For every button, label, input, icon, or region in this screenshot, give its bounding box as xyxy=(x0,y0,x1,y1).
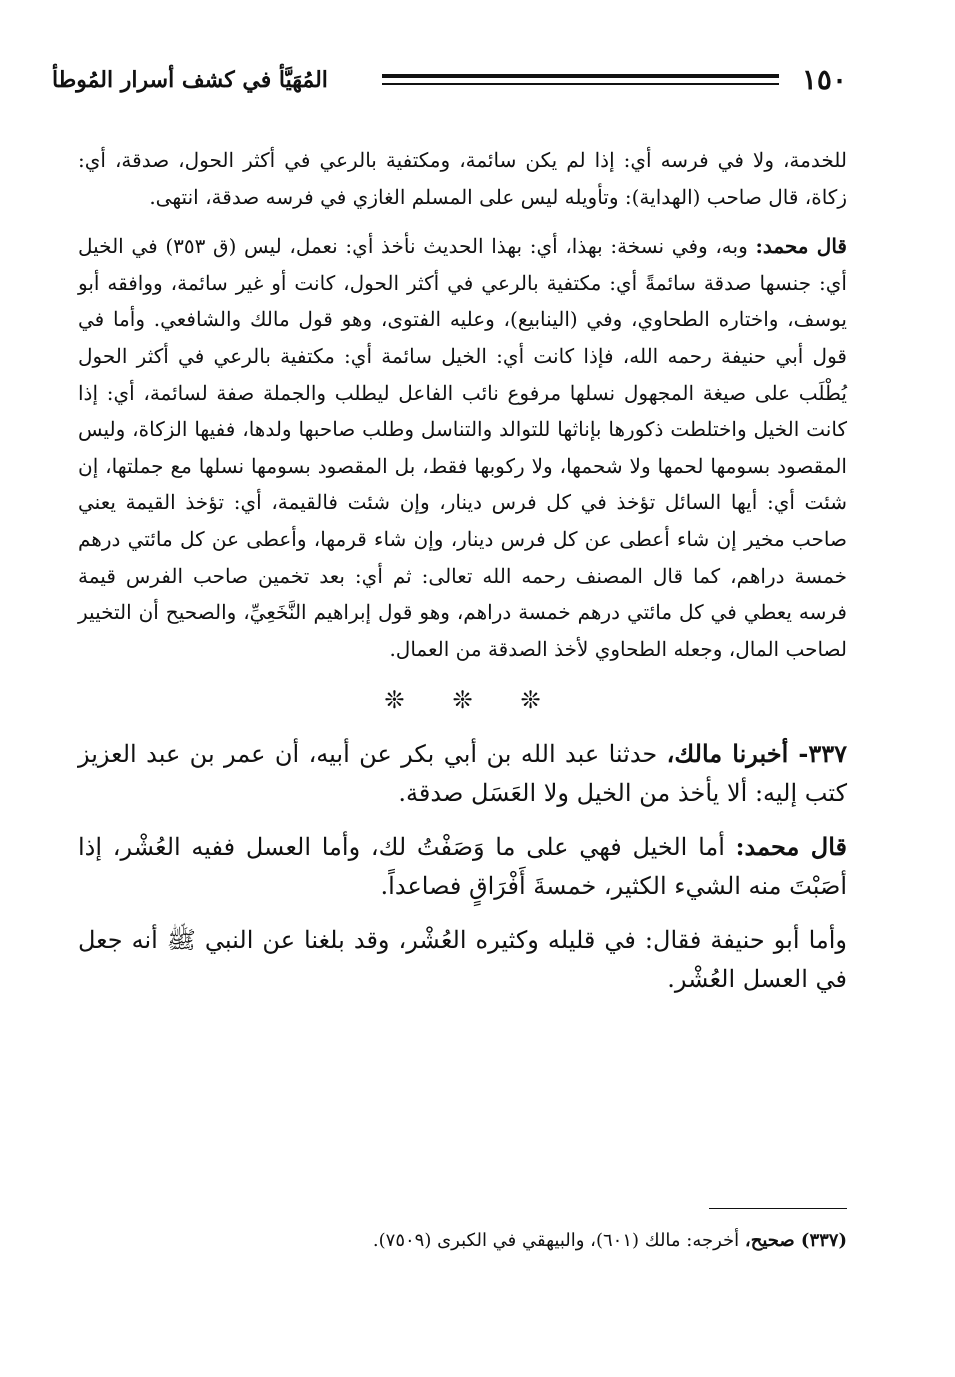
paragraph-body: أما الخيل فهي على ما وَصَفْتُ لك، وأما العسل ففيه العُشْر، إذا أصَبْتَ منه الشيء الكثير، خمسةَ أَفْرَاقٍ فصاعداً. xyxy=(78,833,847,900)
footnote xyxy=(78,1226,847,1256)
paragraph-lead: قال محمد: xyxy=(755,234,847,259)
page-number: ١٥٠ xyxy=(801,63,847,96)
paragraph-lead: قال محمد: xyxy=(735,832,847,862)
footnote-divider xyxy=(709,1208,847,1209)
hadith-paragraph xyxy=(78,735,847,812)
running-header xyxy=(52,60,847,104)
section-separator xyxy=(78,685,847,715)
separator-star-icon: ❊ xyxy=(452,686,473,715)
paragraph-commentary-1: للخدمة، ولا في فرسه أي: إذا لم يكن سائمة، ومكتفية بالرعي في أكثر الحول، صدقة، أي: زكاة، قال صاحب (الهداية): وتأويله ليس على المسلم الغازي في فرسه صدقة، انتهى. xyxy=(78,148,847,209)
muhammad-statement-paragraph xyxy=(78,828,847,905)
paragraph-commentary-2 xyxy=(78,228,847,667)
paragraph-body: وبه، وفي نسخة: بهذا، أي: بهذا الحديث نأخذ أي: نعمل، ليس (ق ٣٥٣) في الخيل أي: جنسها صدقة سائمةً أي: مكتفية بالرعي في أكثر الحول، كانت أو غير سائمة، ووافقه أبو يوسف، واختاره الطحاوي، وفي (الينابيع)، وعليه الفتوى، وهو قول مالك والشافعي. وأما في قول أبي حنيفة رحمه الله، فإذا كانت أي: الخيل سائمة أي: مكتفية بالرعي في أكثر الحول يُطْلَب على صيغة المجهول نسلها مرفوع نائب الفاعل ليطلب والجملة صفة لسائمة، أي: إذا كانت الخيل واختلطت ذكورها بإناثها للتوالد والتناسل وطلب صاحبها ولدها، ففيها الزكاة، وليس المقصود بسومها لحمها ولا شحمها، ولا ركوبها فقط، بل المقصود بسومها نسلها مع جملتها، إن شئت أي: أيها السائل تؤخذ في كل فرس دينار، وإن شئت فالقيمة، أي: تؤخذ القيمة يعني صاحب مخير إن شاء أعطى عن كل فرس دينار، وإن شاء قرمها، وأعطى عن كل مائتي درهم خمسة دراهم، كما قال المصنف رحمه الله تعالى: ثم أي: بعد تخمين صاحب الفرس قيمة فرسه يعطي في كل مائتي درهم خمسة دراهم، وهو قول إبراهيم النَّخَعِيِّ، والصحيح أن التخيير لصاحب المال، وجعله الطحاوي لأخذ الصدقة من العمال. xyxy=(78,234,847,661)
main-text xyxy=(78,142,847,998)
header-double-rule xyxy=(382,74,779,85)
separator-star-icon: ❊ xyxy=(384,686,405,715)
abu-hanifa-paragraph: وأما أبو حنيفة فقال: في قليله وكثيره العُشْر، وقد بلغنا عن النبي ﷺ أنه جعل في العسل العُشْر. xyxy=(78,926,847,993)
running-title: المُهَيَّأ في كشف أسرار المُوطأ xyxy=(52,67,328,93)
hadith-number-lead: ٣٣٧- أخبرنا مالك، xyxy=(666,739,847,769)
separator-star-icon: ❊ xyxy=(520,686,541,715)
footnote-lead: (٣٣٧) صحيح، xyxy=(744,1230,847,1251)
hadith-body: حدثنا عبد الله بن أبي بكر عن أبيه، أن عمر بن عبد العزيز كتب إليه: ألا يأخذ من الخيل ولا العَسَل صدقة. xyxy=(78,740,847,807)
footnote-body: أخرجه: مالك (٦٠١)، والبيهقي في الكبرى (٧٥٠٩). xyxy=(372,1230,745,1251)
